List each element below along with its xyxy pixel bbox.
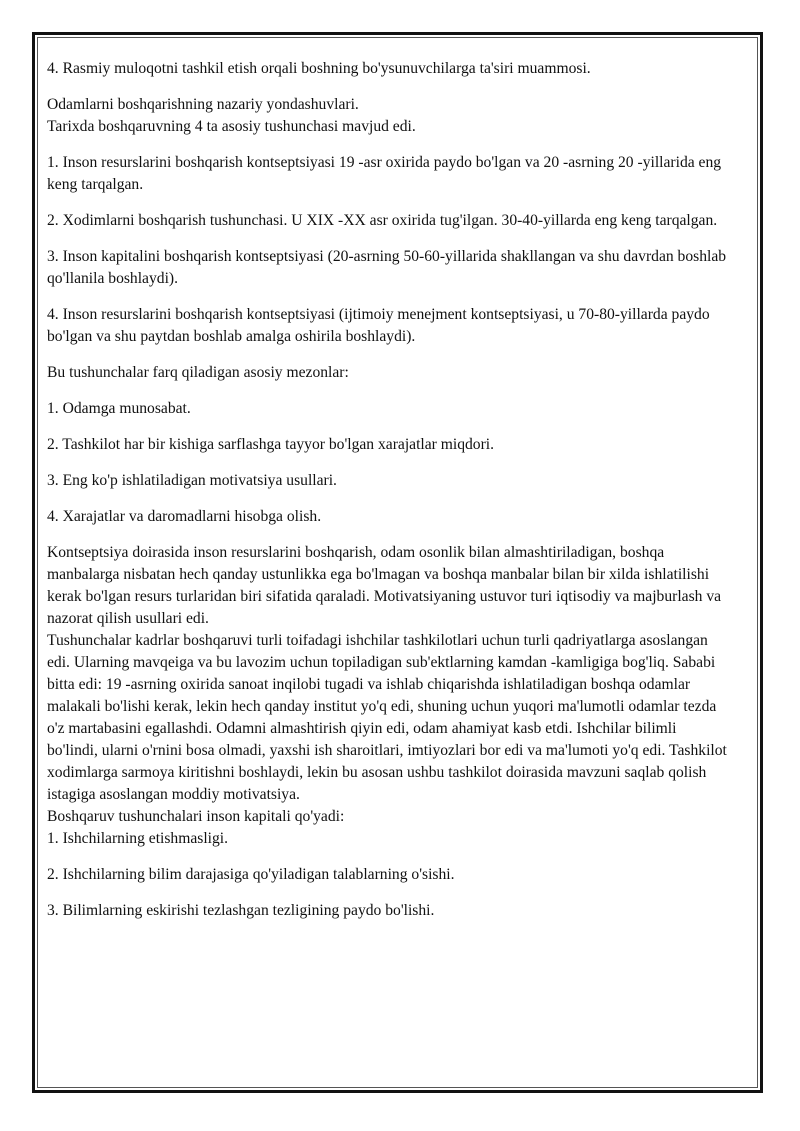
paragraph: 2. Xodimlarni boshqarish tushunchasi. U XIX -XX asr oxirida tug'ilgan. 30-40-yillarda eng keng tarqalgan. [47,212,718,229]
paragraph: 1. Inson resurslarini boshqarish kontseptsiyasi 19 -asr oxirida paydo bo'lgan va 20 -asrning 20 -yillarida eng keng tarqalgan. [47,154,722,193]
paragraph: 4. Xarajatlar va daromadlarni hisobga olish. [47,508,322,525]
document-body [47,58,727,936]
paragraph: 4. Inson resurslarini boshqarish kontseptsiyasi (ijtimoiy menejment kontseptsiyasi, u 70-80-yillarda paydo bo'lgan va shu paytdan boshlab amalga oshirila boshlaydi). [47,306,710,345]
paragraph: 4. Rasmiy muloqotni tashkil etish orqali boshning bo'ysunuvchilarga ta'siri muammosi. [47,60,591,77]
paragraph: Tushunchalar kadrlar boshqaruvi turli toifadagi ishchilar tashkilotlari uchun turli qadriyatlarga asoslangan edi. Ularning mavqeiga va bu lavozim uchun topiladigan sub'ektlarning kamdan -kamligiga bog'liq. Sababi bitta edi: 19 -asrning oxirida sanoat inqilobi tugadi va ishlab chiqarishda ishlatiladigan boshqa odamlar malakali bo'lishi kerak, lekin hech qanday institut yo'q edi, shuning uchun yuqori ma'lumotli odamlar tezda o'z martabasini egallashdi. Odamni almashtirish qiyin edi, odam ahamiyat kasb etdi. Ishchilar bilimli bo'lindi, ularni o'rnini bosa olmadi, yaxshi ish sharoitlari, imtiyozlari bor edi va ma'lumoti yo'q edi. Tashkilot xodimlarga sarmoya kiritishni boshlaydi, lekin bu asosan ushbu tashkilot doirasida mavzuni saqlab qolish istagiga asoslangan moddiy motivatsiya. [47,632,727,803]
paragraph: 3. Inson kapitalini boshqarish kontseptsiyasi (20-asrning 50-60-yillarida shakllangan va shu davrdan boshlab qo'llanila boshlaydi). [47,248,727,287]
paragraph: Boshqaruv tushunchalari inson kapitali qo'yadi: [47,808,345,825]
paragraph: Odamlarni boshqarishning nazariy yondashuvlari. [47,96,359,113]
paragraph: 1. Odamga munosabat. [47,400,191,417]
paragraph: 2. Ishchilarning bilim darajasiga qo'yiladigan talablarning o'sishi. [47,866,455,883]
paragraph: 2. Tashkilot har bir kishiga sarflashga tayyor bo'lgan xarajatlar miqdori. [47,436,495,453]
paragraph: Kontseptsiya doirasida inson resurslarini boshqarish, odam osonlik bilan almashtiriladigan, boshqa manbalarga nisbatan hech qanday ustunlikka ega bo'lmagan va boshqa manbalar bilan bir xilda ishlatilishi kerak bo'lgan resurs turlaridan biri sifatida qaraladi. Motivatsiyaning ustuvor turi iqtisodiy va majburlash va nazorat qilish usullari edi. [47,544,722,627]
paragraph: 1. Ishchilarning etishmasligi. [47,830,229,847]
paragraph: 3. Eng ko'p ishlatiladigan motivatsiya usullari. [47,472,337,489]
paragraph: 3. Bilimlarning eskirishi tezlashgan tezligining paydo bo'lishi. [47,902,435,919]
paragraph: Tarixda boshqaruvning 4 ta asosiy tushunchasi mavjud edi. [47,118,416,135]
paragraph: Bu tushunchalar farq qiladigan asosiy mezonlar: [47,364,349,381]
